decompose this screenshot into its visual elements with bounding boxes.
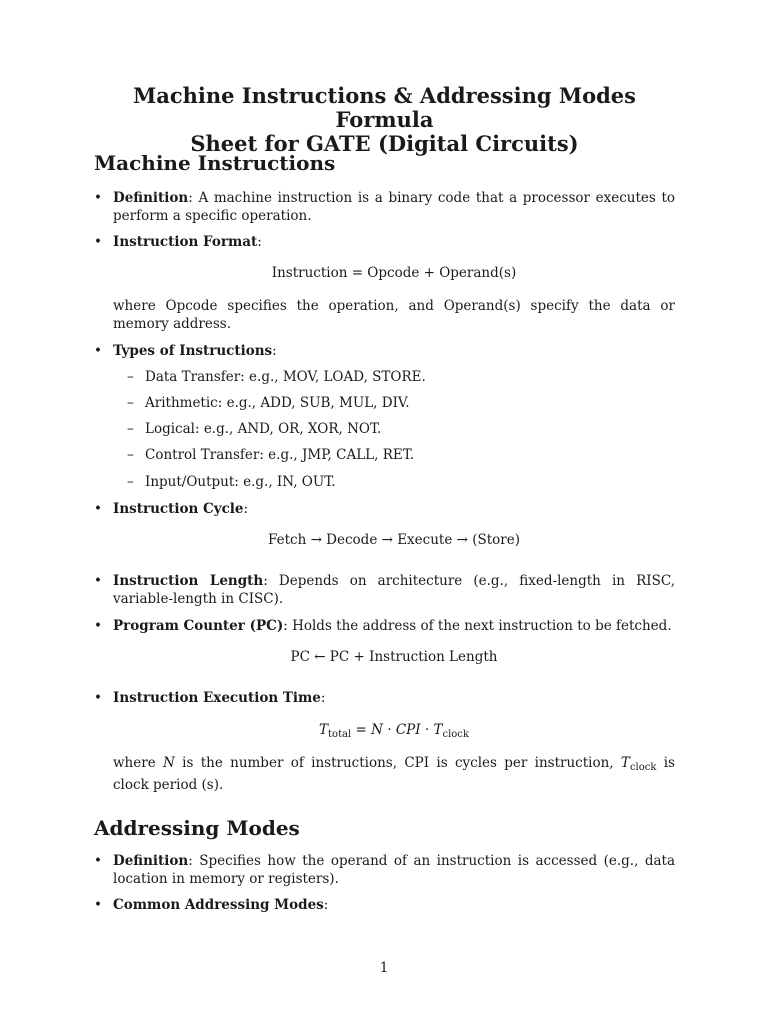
list-item-types-of-instructions	[94, 343, 675, 361]
list-item-execution-time	[94, 690, 675, 708]
bullet: •	[94, 853, 102, 869]
execution-time-note	[94, 755, 675, 794]
list-item-definition	[94, 190, 675, 225]
bullet: •	[94, 690, 102, 706]
item-body: where Opcode specifies the operation, and Operand(s) specify the data or memory address.	[113, 298, 675, 332]
item-text	[113, 618, 675, 636]
sub-item-input-output: – Input/Output: e.g., IN, OUT.	[127, 474, 336, 490]
list-item-instruction-format	[94, 234, 675, 252]
title-line-1: Machine Instructions & Addressing Modes Formula	[132, 83, 636, 132]
section-heading-machine-instructions: Machine Instructions	[94, 151, 336, 175]
list-item-common-addressing-modes	[94, 897, 675, 915]
item-body: where N is the number of instructions, CPI is cycles per instruction, $T_{clock}$ is clock period (s).	[113, 755, 675, 793]
bullet: •	[94, 618, 102, 634]
item-label: Common Addressing Modes	[113, 897, 324, 913]
page-content	[94, 83, 675, 913]
equation-instruction-format: Instruction = Opcode + Operand(s)	[271, 265, 517, 281]
item-body: : Holds the address of the next instruction to be fetched.	[283, 618, 672, 634]
equation-execution-time: $T_{total} = N$ · CPI · $T_{clock}$	[319, 722, 469, 740]
item-text	[113, 573, 675, 608]
list-item-addressing-definition	[94, 853, 675, 888]
bullet: •	[94, 190, 102, 206]
page-number: 1	[379, 960, 389, 976]
bullet: •	[94, 573, 102, 589]
section-heading-addressing-modes: Addressing Modes	[94, 816, 300, 840]
item-body: :	[243, 501, 249, 517]
item-text	[113, 897, 675, 915]
item-body: : A machine instruction is a binary code that a processor executes to perform a specific operation.	[113, 190, 675, 224]
item-text	[113, 501, 675, 519]
item-text	[113, 190, 675, 225]
sub-item-data-transfer: – Data Transfer: e.g., MOV, LOAD, STORE.	[127, 369, 426, 385]
bullet: •	[94, 234, 102, 250]
item-label: Program Counter (PC)	[113, 618, 284, 634]
item-text	[113, 234, 675, 252]
item-body: :	[257, 234, 262, 250]
item-text	[113, 853, 675, 888]
item-label: Types of Instructions	[113, 343, 273, 359]
item-body: :	[320, 690, 326, 706]
equation-instruction-cycle: Fetch → Decode → Execute → (Store)	[267, 532, 521, 548]
sub-item-control-transfer: – Control Transfer: e.g., JMP, CALL, RET.	[127, 447, 415, 463]
item-text	[113, 343, 675, 361]
list-item-program-counter	[94, 618, 675, 636]
format-note	[94, 298, 675, 333]
bullet: •	[94, 501, 102, 517]
item-text	[113, 690, 675, 708]
item-body: : Depends on architecture (e.g., fixed-length in RISC, variable-length in CISC).	[113, 573, 675, 607]
item-label: Instruction Format	[113, 234, 258, 250]
item-body: : Specifies how the operand of an instruction is accessed (e.g., data location in memory or registers).	[113, 853, 675, 887]
item-label: Instruction Execution Time	[113, 690, 321, 706]
bullet: •	[94, 343, 102, 359]
item-label: Instruction Length	[113, 573, 264, 589]
item-label: Instruction Cycle	[113, 501, 244, 517]
list-item-instruction-length	[94, 573, 675, 608]
equation-program-counter: PC ← PC + Instruction Length	[290, 649, 498, 665]
sub-item-logical: – Logical: e.g., AND, OR, XOR, NOT.	[127, 421, 382, 437]
item-body: :	[323, 897, 329, 913]
title-line-2: Sheet for GATE (Digital Circuits)	[190, 131, 579, 156]
item-body: :	[272, 343, 277, 359]
sub-item-arithmetic: – Arithmetic: e.g., ADD, SUB, MUL, DIV.	[127, 395, 410, 411]
item-label: Definition	[113, 853, 189, 869]
list-item-instruction-cycle	[94, 501, 675, 519]
item-label: Definition	[113, 190, 189, 206]
document-title	[94, 84, 675, 156]
bullet: •	[94, 897, 102, 913]
